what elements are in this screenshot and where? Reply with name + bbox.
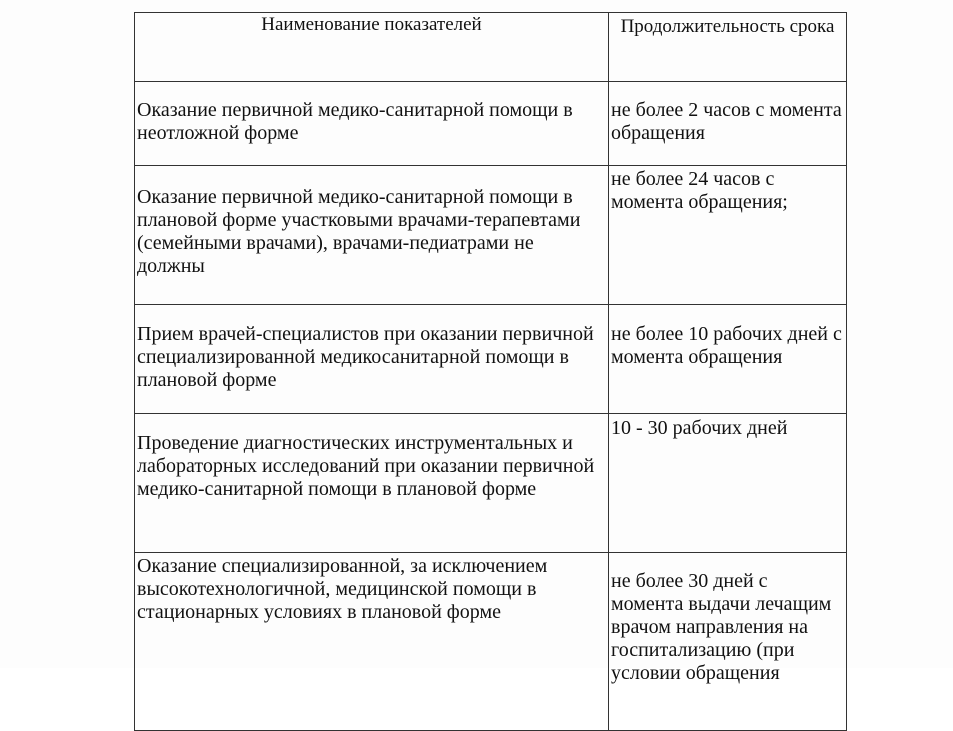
row-indicator-name: Оказание первичной медико-санитарной помощи в плановой форме участковыми врачами-терапевтами (семейными врачами), врачами-педиатрами не должны (135, 166, 609, 305)
row-duration: не более 24 часов с момента обращения; (609, 166, 847, 305)
table-row (135, 414, 847, 553)
table-row (135, 82, 847, 166)
row-indicator-name: Проведение диагностических инструментальных и лабораторных исследований при оказании первичной медико-санитарной помощи в плановой форме (135, 414, 609, 553)
table-row (135, 305, 847, 414)
row-indicator-name: Прием врачей-специалистов при оказании первичной специализированной медикосанитарной помощи в плановой форме (135, 305, 609, 414)
table-row (135, 553, 847, 731)
table-header-row (135, 13, 847, 82)
table-row (135, 166, 847, 305)
row-duration: не более 30 дней с момента выдачи лечащим врачом направления на госпитализацию (при условии обращения (609, 553, 847, 731)
header-duration: Продолжительность срока (609, 13, 847, 82)
row-duration: не более 2 часов с момента обращения (609, 82, 847, 166)
row-indicator-name: Оказание первичной медико-санитарной помощи в неотложной форме (135, 82, 609, 166)
row-duration: не более 10 рабочих дней с момента обращения (609, 305, 847, 414)
header-indicator-name: Наименование показателей (135, 13, 609, 82)
waiting-times-table (134, 12, 847, 731)
row-duration: 10 - 30 рабочих дней (609, 414, 847, 553)
row-indicator-name: Оказание специализированной, за исключением высокотехнологичной, медицинской помощи в стационарных условиях в плановой форме (135, 553, 609, 731)
